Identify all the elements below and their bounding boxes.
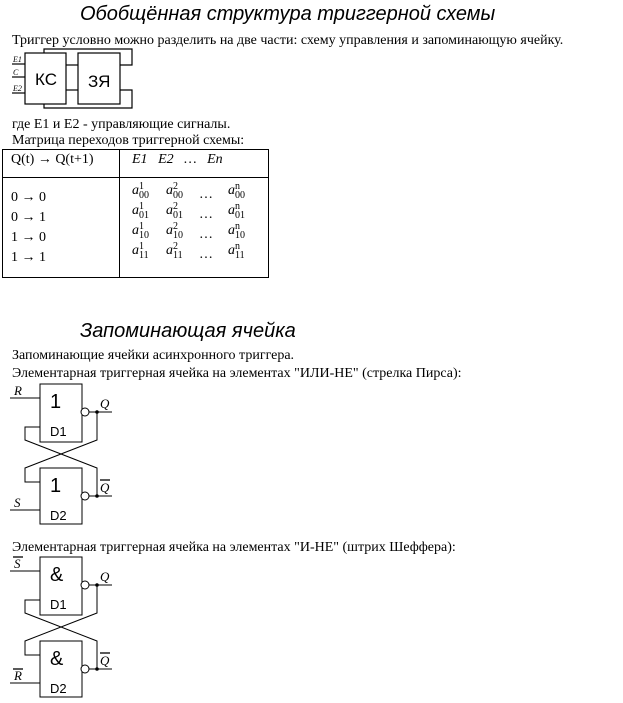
matrix-entry: a n 11 <box>228 241 245 261</box>
gate-d1-label: D1 <box>50 597 67 612</box>
matrix-caption: Матрица переходов триггерной схемы: <box>12 133 245 148</box>
input-top-label: S <box>14 556 21 571</box>
ellipsis: … <box>200 227 213 242</box>
input-top-label: R <box>14 383 22 398</box>
matrix-entry: a 2 00 <box>166 181 183 201</box>
input-bottom-label: R <box>14 668 22 683</box>
matrix-entry: a n 10 <box>228 221 245 241</box>
transitions-cell: 0 → 0 0 → 1 1 → 0 1 → 1 <box>3 178 120 278</box>
intro-text: Триггер условно можно разделить на две части: схему управления и запоминающую ячейку. <box>12 33 564 48</box>
matrix-entry: a 2 01 <box>166 201 183 221</box>
gate-symbol-top: 1 <box>50 391 62 413</box>
block-zya: ЗЯ <box>88 72 111 91</box>
memory-line1: Запоминающие ячейки асинхронного триггера. <box>12 348 295 363</box>
ellipsis: … <box>200 187 213 202</box>
matrix-entry: a n 00 <box>228 181 245 201</box>
matrix-cell <box>120 178 269 278</box>
gate-symbol-bottom: & <box>50 648 64 670</box>
input-bottom-label: S <box>14 495 21 510</box>
gate-d2-label: D2 <box>50 508 67 523</box>
matrix-entry: a n 01 <box>228 201 245 221</box>
memory-line3: Элементарная триггерная ячейка на элементах "И-НЕ" (штрих Шеффера): <box>12 540 456 555</box>
matrix-entry: a 1 00 <box>132 181 149 201</box>
matrix-entry: a 1 11 <box>132 241 149 261</box>
memory-line2: Элементарная триггерная ячейка на элементах "ИЛИ-НЕ" (стрелка Пирса): <box>12 366 462 381</box>
gate-symbol-bottom: 1 <box>50 475 62 497</box>
header-transition: Q(t) → Q(t+1) <box>3 150 120 178</box>
gate-d2-label: D2 <box>50 681 67 696</box>
ellipsis: … <box>200 247 213 262</box>
gate-symbol-top: & <box>50 564 64 586</box>
input-e2-label: E2 <box>13 84 22 93</box>
transition-matrix <box>2 149 269 278</box>
input-e1-label: E1 <box>13 55 22 64</box>
gate-d1-label: D1 <box>50 424 67 439</box>
block-ks: КС <box>35 70 57 89</box>
input-c-label: C <box>13 68 19 77</box>
section-title-structure: Обобщённая структура триггерной схемы <box>80 3 496 25</box>
header-signals: E1 E2 … En <box>120 150 269 178</box>
matrix-entry: a 1 10 <box>132 221 149 241</box>
output-q-label: Q <box>100 396 110 411</box>
nand-latch-diagram <box>0 553 140 703</box>
output-q-label: Q <box>100 569 110 584</box>
section-title-memory: Запоминающая ячейка <box>80 320 296 342</box>
note-text: где E1 и E2 - управляющие сигналы. <box>12 117 231 132</box>
trigger-structure-diagram <box>0 46 140 118</box>
matrix-entry: a 2 10 <box>166 221 183 241</box>
output-q-bar-label: Q <box>100 653 110 668</box>
matrix-entry: a 1 01 <box>132 201 149 221</box>
nor-latch-diagram <box>0 380 140 530</box>
ellipsis: … <box>200 207 213 222</box>
output-q-bar-label: Q <box>100 480 110 495</box>
matrix-entry: a 2 11 <box>166 241 183 261</box>
